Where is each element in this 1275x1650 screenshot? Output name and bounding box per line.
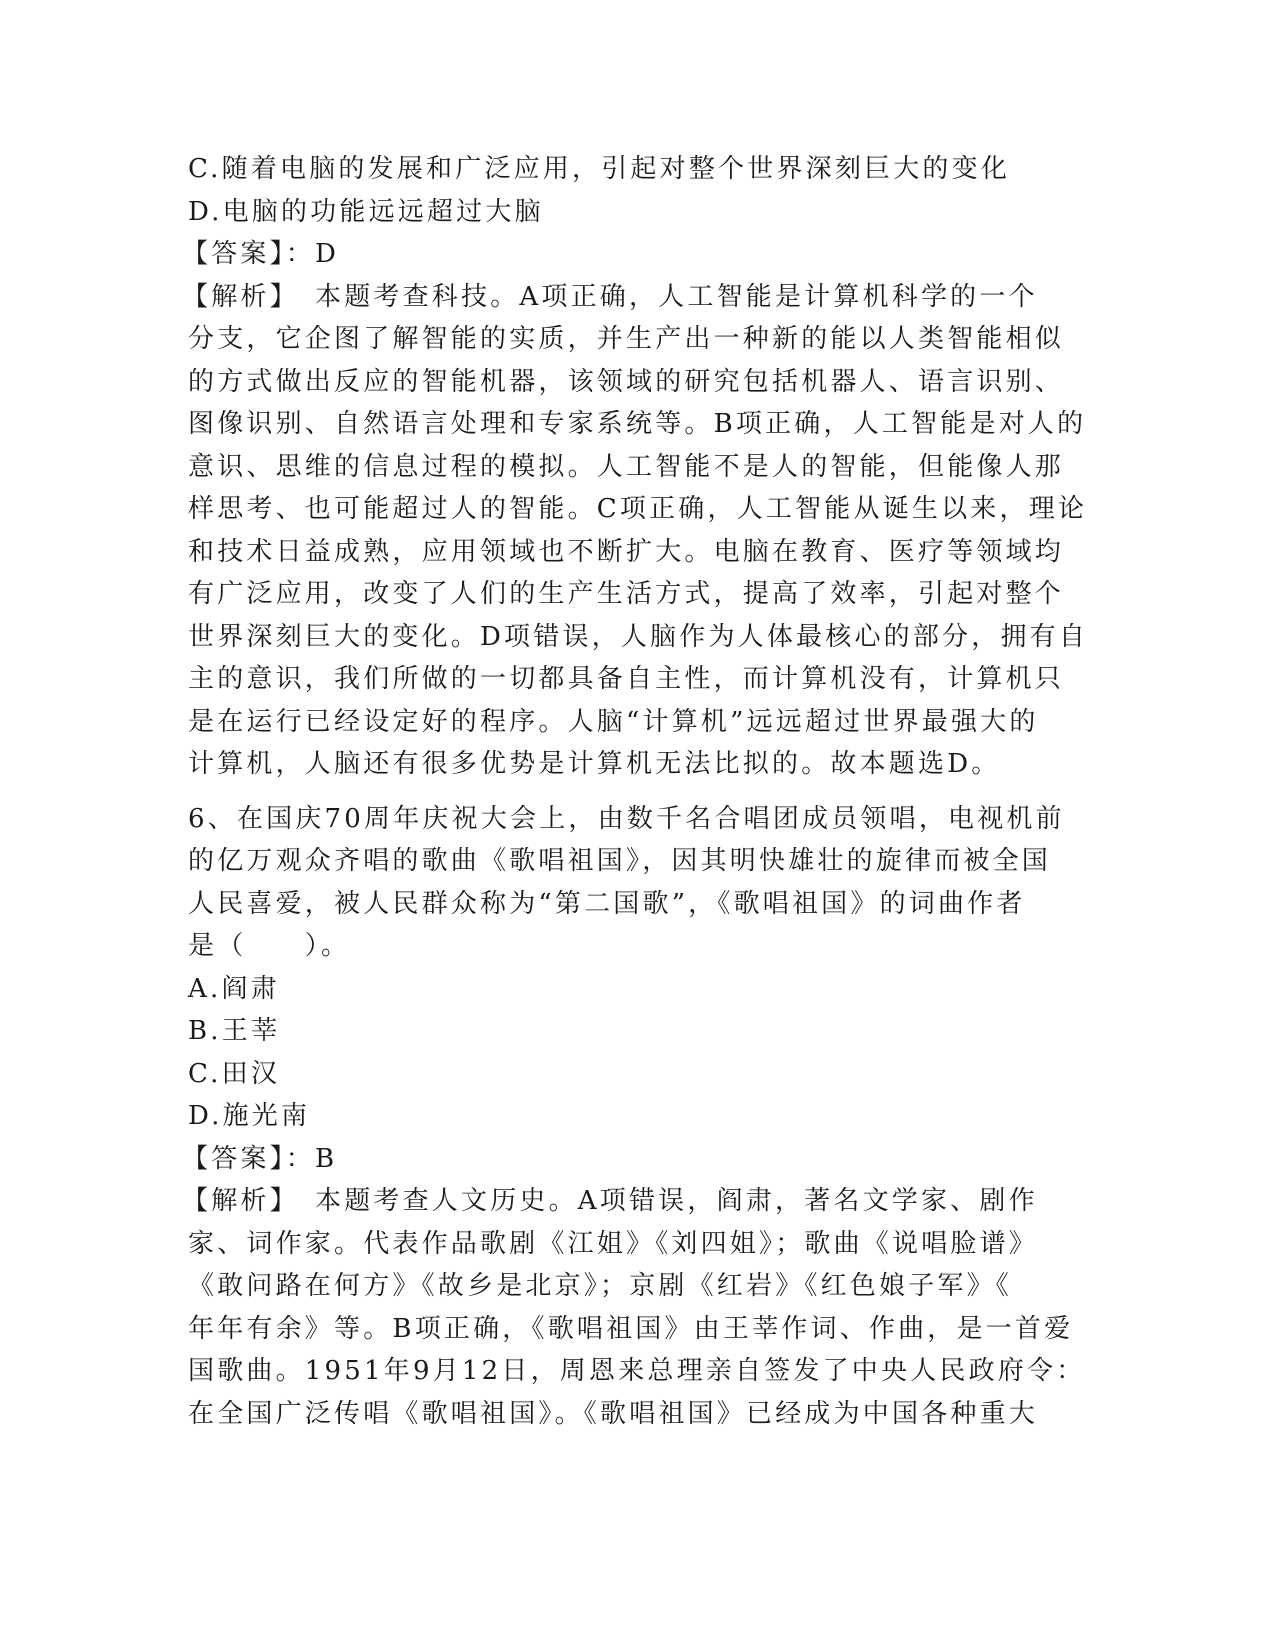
page-content bbox=[182, 148, 1089, 1435]
option-c-text: C.田汉 bbox=[188, 1058, 281, 1089]
question-line: 6、在国庆70周年庆祝大会上，由数千名合唱团成员领唱，电视机前 bbox=[188, 803, 1065, 834]
option-d-text: D.电脑的功能远远超过大脑 bbox=[188, 196, 544, 227]
answer-text: 【答案】：B bbox=[182, 1143, 338, 1174]
question-6-stem bbox=[188, 798, 1078, 968]
analysis-block bbox=[182, 276, 1089, 786]
analysis-line: 国歌曲。1951年9月12日，周恩来总理亲自签发了中央人民政府令： bbox=[188, 1356, 1086, 1386]
analysis-line: 和技术日益成熟，应用领域也不断扩大。电脑在教育、医疗等领域均 bbox=[188, 536, 1065, 567]
analysis-line: 的方式做出反应的智能机器，该领域的研究包括机器人、语言识别、 bbox=[188, 366, 1065, 397]
analysis-line: 有广泛应用，改变了人们的生产生活方式，提高了效率，引起对整个 bbox=[188, 579, 1065, 609]
analysis-line: 意识、思维的信息过程的模拟。人工智能不是人的智能，但能像人那 bbox=[188, 451, 1065, 482]
option-d-text: D.施光南 bbox=[188, 1101, 311, 1131]
question-line: 是（ ）。 bbox=[188, 931, 351, 961]
analysis-block bbox=[182, 1180, 1086, 1435]
analysis-line: 分支，它企图了解智能的实质，并生产出一种新的能以人类智能相似 bbox=[188, 324, 1065, 354]
option-a-text: A.阎肃 bbox=[188, 973, 280, 1004]
option-b-text: B.王莘 bbox=[188, 1016, 281, 1046]
analysis-line: 主的意识，我们所做的一切都具备自主性，而计算机没有，计算机只 bbox=[188, 664, 1065, 694]
analysis-line: 年年有余》等。B项正确，《歌唱祖国》由王莘作词、作曲，是一首爱 bbox=[188, 1313, 1074, 1344]
answer-text: 【答案】：D bbox=[182, 239, 340, 269]
question-line: 人民喜爱，被人民群众称为“第二国歌”，《歌唱祖国》的词曲作者 bbox=[188, 888, 1026, 919]
analysis-line: 家、词作家。代表作品歌剧《江姐》《刘四姐》；歌曲《说唱脸谱》 bbox=[188, 1228, 1039, 1259]
question-line: 的亿万观众齐唱的歌曲《歌唱祖国》，因其明快雄壮的旋律而被全国 bbox=[188, 846, 1052, 876]
analysis-line: 【解析】 本题考查人文历史。A项错误，阎肃，著名文学家、剧作 bbox=[182, 1186, 1038, 1216]
question-6-options bbox=[188, 968, 1078, 1138]
analysis-line: 《敢问路在何方》《故乡是北京》；京剧《红岩》《红色娘子军》《 bbox=[188, 1271, 1013, 1301]
option-c-text: C.随着电脑的发展和广泛应用，引起对整个世界深刻巨大的变化 bbox=[188, 154, 1011, 184]
analysis-line: 是在运行已经设定好的程序。人脑“计算机”远远超过世界最强大的 bbox=[188, 706, 1039, 737]
analysis-line: 【解析】 本题考查科技。A项正确，人工智能是计算机科学的一个 bbox=[182, 281, 1038, 312]
analysis-line: 世界深刻巨大的变化。D项错误，人脑作为人体最核心的部分，拥有自 bbox=[188, 621, 1089, 652]
analysis-line: 计算机，人脑还有很多优势是计算机无法比拟的。故本题选D。 bbox=[188, 749, 1001, 779]
analysis-line: 在全国广泛传唱《歌唱祖国》。《歌唱祖国》已经成为中国各种重大 bbox=[188, 1398, 1039, 1429]
analysis-line: 样思考、也可能超过人的智能。C项正确，人工智能从诞生以来，理论 bbox=[188, 494, 1088, 524]
analysis-line: 图像识别、自然语言处理和专家系统等。B项正确，人工智能是对人的 bbox=[188, 409, 1087, 439]
question-spacer bbox=[188, 786, 1078, 798]
